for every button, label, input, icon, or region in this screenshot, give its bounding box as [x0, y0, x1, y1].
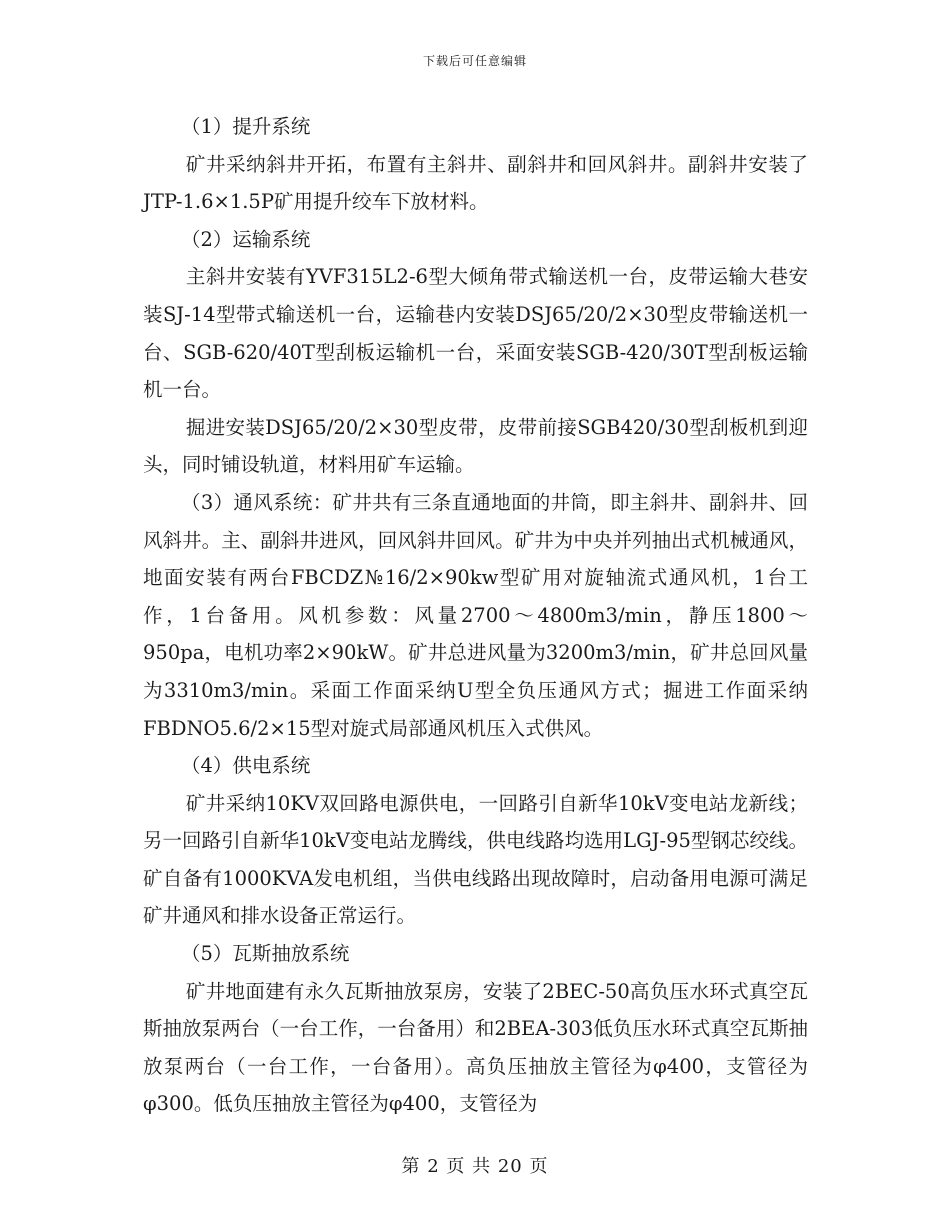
paragraph-ventilation: （3）通风系统：矿井共有三条直通地面的井筒，即主斜井、副斜井、回风斜井。主、副斜井进风，回风斜井回风。矿井为中央并列抽出式机械通风，地面安装有两台FBCDZ№16/2×90kw型矿用对旋轴流式通风机，1台工作，1台备用。风机参数：风量2700～4800m3/min，静压1800～950pa，电机功率2×90kW。矿井总进风量为3200m3/min，矿井总回风量为3310m3/min。采面工作面采纳U型全负压通风方式；掘进工作面采纳FBDNO5.6/2×15型对旋式局部通风机压入式供风。	[143, 490, 808, 740]
section-heading-hoisting: （1）提升系统	[181, 115, 311, 138]
paragraph-transport: 主斜井安装有YVF315L2-6型大倾角带式输送机一台，皮带运输大巷安装SJ-14型带式输送机一台，运输巷内安装DSJ65/20/2×30型皮带输送机一台、SGB-620/40T型刮板运输机一台，采面安装SGB-420/30T型刮板运输机一台。	[143, 265, 808, 402]
paragraph-excavation: 掘进安装DSJ65/20/2×30型皮带，皮带前接SGB420/30型刮板机到迎头，同时铺设轨道，材料用矿车运输。	[143, 415, 808, 477]
paragraph-gas-drainage: 矿井地面建有永久瓦斯抽放泵房，安装了2BEC-50高负压水环式真空瓦斯抽放泵两台（一台工作，一台备用）和2BEA-303低负压水环式真空瓦斯抽放泵两台（一台工作，一台备用）。高负压抽放主管径为φ400，支管径为φ300。低负压抽放主管径为φ400，支管径为	[143, 979, 808, 1116]
document-body	[143, 108, 808, 1123]
paragraph-hoisting: 矿井采纳斜井开拓，布置有主斜井、副斜井和回风斜井。副斜井安装了JTP-1.6×1.5P矿用提升绞车下放材料。	[143, 152, 808, 214]
section-heading-power: （4）供电系统	[181, 754, 311, 778]
page-number-footer: 第 2 页 共 20 页	[401, 1156, 549, 1177]
section-heading-gas-drainage: （5）瓦斯抽放系统	[181, 942, 350, 966]
page-header-note: 下载后可任意编辑	[422, 54, 527, 68]
paragraph-power: 矿井采纳10KV双回路电源供电，一回路引自新华10kV变电站龙新线；另一回路引自新华10kV变电站龙腾线，供电线路均选用LGJ-95型钢芯绞线。矿自备有1000KVA发电机组，当供电线路出现故障时，启动备用电源可满足矿井通风和排水设备正常运行。	[143, 791, 808, 928]
section-heading-transport: （2）运输系统	[181, 227, 311, 251]
